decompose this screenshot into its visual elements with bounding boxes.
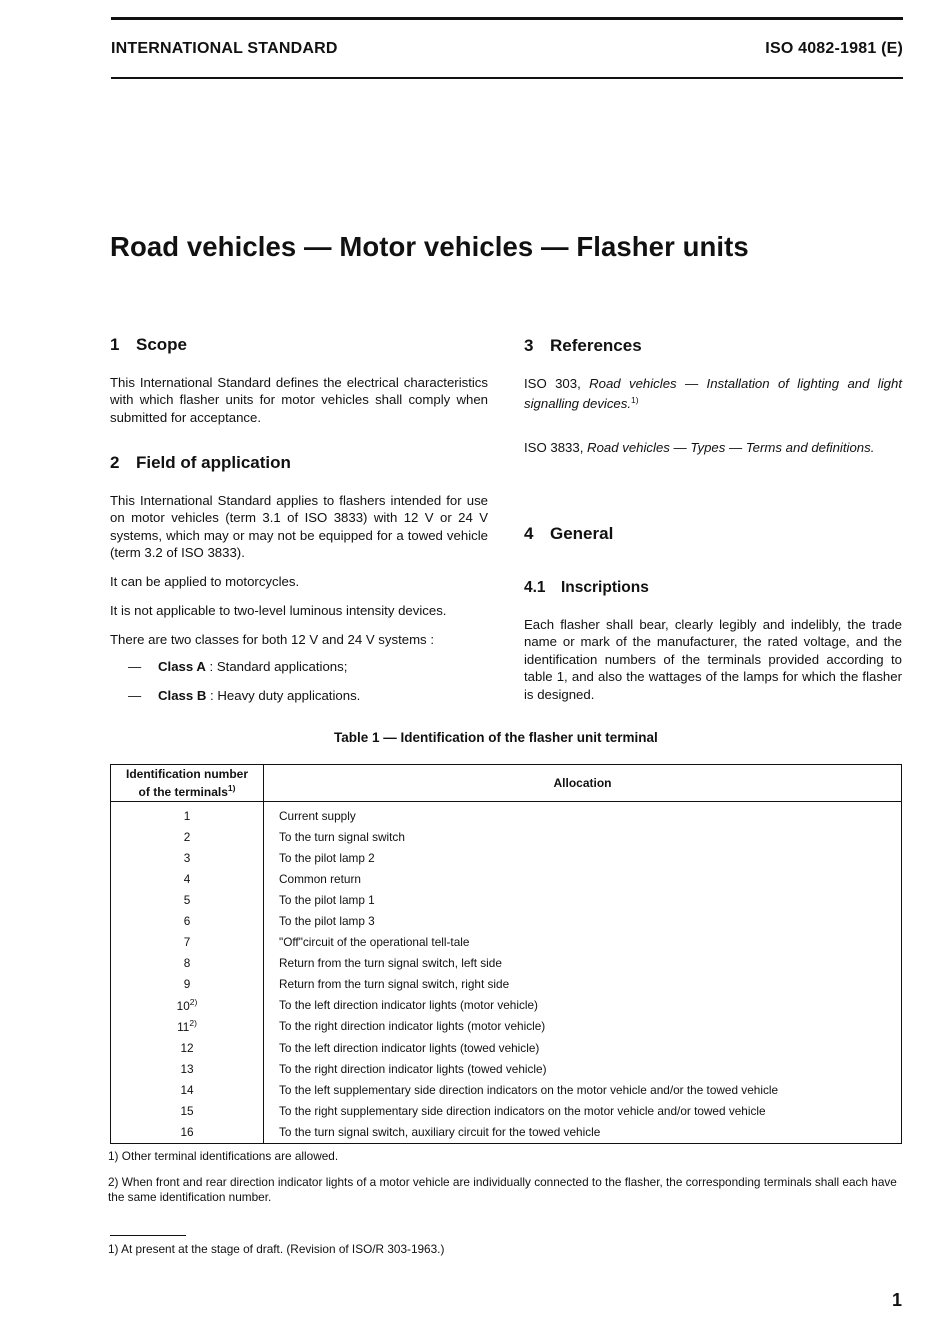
terminal-id-cell [111, 802, 264, 827]
table-row [111, 826, 902, 847]
table-caption: Table 1 — Identification of the flasher unit terminal [334, 730, 658, 745]
allocation-cell: To the turn signal switch, auxiliary circuit for the towed vehicle [279, 1124, 601, 1139]
subsection-number: 4.1 [524, 579, 546, 596]
terminal-id-cell [111, 826, 264, 847]
table-note-1: 1) Other terminal identifications are allowed. [108, 1149, 339, 1163]
table-row [111, 974, 902, 995]
class-a-item [158, 659, 347, 674]
header-standard-label: INTERNATIONAL STANDARD [111, 40, 338, 57]
field-paragraph-3: It is not applicable to two-level luminous intensity devices. [110, 603, 447, 618]
table-row [111, 932, 902, 953]
terminal-id: 2 [183, 829, 191, 844]
table-row [111, 802, 902, 827]
page-title: Road vehicles — Motor vehicles — Flasher units [110, 231, 749, 262]
allocation-cell: To the pilot lamp 1 [279, 892, 375, 907]
column-header-identification [111, 765, 264, 802]
terminal-id: 7 [183, 935, 191, 950]
table-row [111, 847, 902, 868]
terminal-id: 3 [183, 850, 191, 865]
field-paragraph-1: This International Standard applies to flashers intended for use on motor vehicles (term 3.1 of ISO 3833) with 12 V or 24 V systems, which may or may not be equipped for a towed vehicle (term 3.2 of ISO 3833). [110, 493, 488, 561]
table-row [111, 1037, 902, 1058]
section-title: General [550, 524, 614, 543]
class-b-item [158, 688, 360, 703]
allocation-cell: To the pilot lamp 3 [279, 914, 375, 929]
allocation-cell: Return from the turn signal switch, left side [279, 956, 502, 971]
table-row [111, 1058, 902, 1079]
allocation-cell: "Off"circuit of the operational tell-tale [279, 935, 470, 950]
section-title: Field of application [136, 453, 291, 472]
terminal-id-cell [111, 868, 264, 889]
terminal-id: 15 [180, 1103, 194, 1118]
allocation-cell: To the right supplementary side direction indicators on the motor vehicle and/or towed vehicle [279, 1103, 766, 1118]
terminal-table [110, 764, 902, 1144]
terminal-id-cell [111, 1121, 264, 1143]
class-a-label: Class A [158, 659, 206, 674]
footnote-marker: 2) [189, 997, 198, 1008]
table-row [111, 953, 902, 974]
section-title: Scope [136, 335, 188, 354]
subsection-title: Inscriptions [561, 579, 649, 596]
terminal-id-cell [111, 932, 264, 953]
table-row [111, 1121, 902, 1143]
terminal-id-cell [111, 847, 264, 868]
allocation-cell: To the right direction indicator lights (towed vehicle) [279, 1061, 547, 1076]
section-number: 1 [110, 335, 120, 354]
table-header-row [111, 765, 902, 802]
terminal-id: 6 [183, 914, 191, 929]
column-header-line: of the terminals [138, 785, 228, 799]
footnote-marker: 1) [631, 395, 639, 406]
class-b-text: : Heavy duty applications. [206, 688, 361, 703]
table-body [111, 802, 902, 1144]
terminal-id-cell [111, 995, 264, 1016]
terminal-id: 14 [180, 1082, 194, 1097]
reference-title: Road vehicles — Types — Terms and definitions. [587, 440, 875, 455]
terminal-id: 5 [183, 892, 191, 907]
class-b-dash: — [128, 688, 142, 703]
allocation-cell: To the left direction indicator lights (towed vehicle) [279, 1040, 540, 1055]
allocation-cell: Current supply [279, 808, 356, 823]
terminal-id-cell [111, 910, 264, 931]
page-footnote: 1) At present at the stage of draft. (Revision of ISO/R 303-1963.) [108, 1242, 445, 1256]
table-note-2: 2) When front and rear direction indicator lights of a motor vehicle are individually connected to the flasher, the corresponding terminals shall each have the same identification number. [108, 1175, 897, 1204]
table-row [111, 995, 902, 1016]
allocation-cell: To the left direction indicator lights (motor vehicle) [279, 998, 538, 1013]
table-row [111, 1016, 902, 1037]
section-number: 3 [524, 336, 534, 355]
reference-iso-303 [524, 375, 902, 413]
terminal-id: 1 [183, 808, 191, 823]
footnote-marker: 2) [189, 1018, 197, 1029]
page-number: 1 [891, 1290, 902, 1310]
reference-iso-3833 [524, 439, 902, 456]
section-field-heading [110, 453, 291, 473]
field-paragraph-2: It can be applied to motorcycles. [110, 574, 300, 589]
column-header-allocation: Allocation [264, 765, 902, 802]
terminal-id-cell [111, 953, 264, 974]
terminal-id: 10 [176, 999, 190, 1014]
footnote-rule [110, 1235, 186, 1236]
section-references-heading [524, 336, 642, 356]
header-bottom-rule [111, 77, 903, 79]
class-a-text: : Standard applications; [205, 659, 348, 674]
terminal-id: 13 [180, 1061, 194, 1076]
terminal-id: 11 [177, 1020, 190, 1035]
inscriptions-paragraph: Each flasher shall bear, clearly legibly and indelibly, the trade name or mark of the manufacturer, the rated voltage, and the identification numbers of the terminals provided according to table 1, and also the wattages of the lamps for which the flasher is designed. [524, 617, 902, 702]
class-b-label: Class B [158, 688, 207, 703]
allocation-cell: To the pilot lamp 2 [279, 850, 375, 865]
section-title: References [550, 336, 642, 355]
terminal-id: 8 [183, 956, 191, 971]
header-document-number: ISO 4082-1981 (E) [765, 40, 903, 57]
footnote-marker: 1) [227, 783, 236, 793]
reference-code: ISO 3833, [524, 440, 588, 455]
scope-paragraph: This International Standard defines the electrical characteristics with which flasher units for motor vehicles shall comply when submitted for acceptance. [110, 375, 488, 425]
terminal-id-cell [111, 974, 264, 995]
section-scope-heading [110, 335, 187, 355]
table-row [111, 1100, 902, 1121]
reference-code: ISO 303, [524, 376, 590, 391]
terminal-id: 4 [183, 871, 191, 886]
subsection-inscriptions-heading [524, 579, 649, 597]
table-row [111, 889, 902, 910]
terminal-id-cell [111, 1079, 264, 1100]
field-paragraph-4: There are two classes for both 12 V and 24 V systems : [110, 632, 434, 647]
allocation-cell: Common return [279, 871, 361, 886]
header-top-rule [111, 17, 903, 20]
column-header-line: Identification number [125, 767, 248, 781]
table-row [111, 1079, 902, 1100]
allocation-cell: To the left supplementary side direction indicators on the motor vehicle and/or the towed vehicle [279, 1082, 779, 1097]
terminal-id-cell [111, 1016, 264, 1037]
reference-title: Road vehicles — Installation of lighting and light signalling devices. [524, 376, 902, 412]
section-general-heading [524, 524, 613, 544]
allocation-cell: To the turn signal switch [279, 829, 405, 844]
terminal-id-cell [111, 1037, 264, 1058]
section-number: 2 [110, 453, 120, 472]
terminal-id: 12 [180, 1040, 194, 1055]
terminal-id: 9 [183, 977, 191, 992]
allocation-cell: To the right direction indicator lights (motor vehicle) [279, 1019, 546, 1034]
terminal-id-cell [111, 889, 264, 910]
terminal-id-cell [111, 1100, 264, 1121]
table-row [111, 910, 902, 931]
terminal-id: 16 [180, 1124, 194, 1139]
section-number: 4 [524, 524, 534, 543]
allocation-cell: Return from the turn signal switch, right side [279, 977, 510, 992]
table-row [111, 868, 902, 889]
terminal-id-cell [111, 1058, 264, 1079]
class-a-dash: — [128, 659, 142, 674]
